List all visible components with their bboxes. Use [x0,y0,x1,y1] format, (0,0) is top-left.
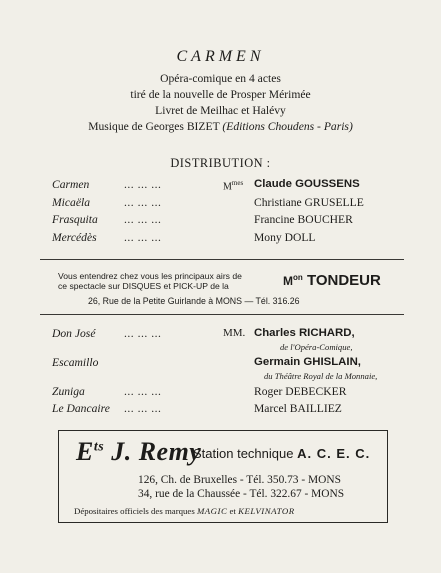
composer-text: Musique de Georges BIZET [88,120,220,133]
leader-dots: ... ... ... [124,213,162,226]
role-name: Carmen [52,178,90,191]
tondeur-brand: $M^{on}$ TONDEUR [283,272,381,289]
cast-row-don-jose [52,327,402,342]
cast-row-zuniga [52,385,402,400]
role-name: Don José [52,327,96,340]
remy-address-2: 34, rue de la Chaussée - Tél. 322.67 - MONS [138,488,345,500]
role-name: Frasquita [52,213,98,226]
advert-line-2: ce spectacle sur DISQUES et PICK-UP de la [58,281,229,291]
role-name: Le Dancaire [52,402,110,415]
role-name: Micaëla [52,196,90,209]
cast-row-carmen [52,178,402,193]
leader-dots: ... ... ... [124,327,162,340]
source-line: tiré de la nouvelle de Prosper Mérimée [130,88,311,101]
cast-row-escamillo [52,356,402,371]
divider-bottom [40,314,404,315]
publisher-text: (Editions Choudens - Paris) [222,120,353,133]
leader-dots: ... ... ... [124,196,162,209]
leader-dots: ... ... ... [124,231,162,244]
remy-address-1: 126, Ch. de Bruxelles - Tél. 350.73 - MONS [138,474,341,486]
opera-title: CARMEN [176,48,265,65]
brand-magic: MAGIC [196,506,228,516]
divider-top [40,259,404,260]
distribution-heading: DISTRIBUTION : [170,156,271,170]
music-line [0,120,441,134]
role-name: Zuniga [52,385,85,398]
remy-logo: $E^{ts}$ J. Remy [76,437,202,466]
note-row-escamillo [52,371,402,386]
cast-row-le-dancaire [52,402,402,417]
title-mm: MM. [223,327,246,339]
advert-line-1: Vous entendrez chez vous les principaux airs de [58,271,242,281]
actor-note: du Théâtre Royal de la Monnaie, [264,371,378,381]
brand-kelvinator: KELVINATOR [238,506,295,516]
subtitle-line: Opéra-comique en 4 actes [160,72,281,85]
actor-name: Charles RICHARD, [254,327,355,339]
cast-row-frasquita [52,213,402,228]
station-technique: Station technique A. C. E. C. [193,446,371,461]
libretto-line: Livret de Meilhac et Halévy [155,104,286,117]
actor-name: Francine BOUCHER [254,213,353,226]
role-name: Escamillo [52,356,99,369]
role-name: Mercédès [52,231,97,244]
tondeur-address: 26, Rue de la Petite Guirlande à MONS — Tél. 316.26 [88,296,300,306]
actor-name: Christiane GRUSELLE [254,196,364,209]
dealer-line: Dépositaires officiels des marques MAGIC et KELVINATOR [74,506,295,516]
actor-name: Roger DEBECKER [254,385,347,398]
actor-note: de l'Opéra-Comique, [280,342,353,352]
leader-dots: ... ... ... [124,385,162,398]
actor-name: Claude GOUSSENS [254,178,360,190]
note-row-don-jose [52,342,402,357]
actor-name: Marcel BAILLIEZ [254,402,342,415]
cast-row-mercedes [52,231,402,246]
actor-name: Germain GHISLAIN, [254,356,361,368]
cast-row-micaela [52,196,402,211]
leader-dots: ... ... ... [124,178,162,191]
leader-dots: ... ... ... [124,402,162,415]
actor-name: Mony DOLL [254,231,316,244]
title-mmes: $M^{mes}$ [223,179,244,193]
